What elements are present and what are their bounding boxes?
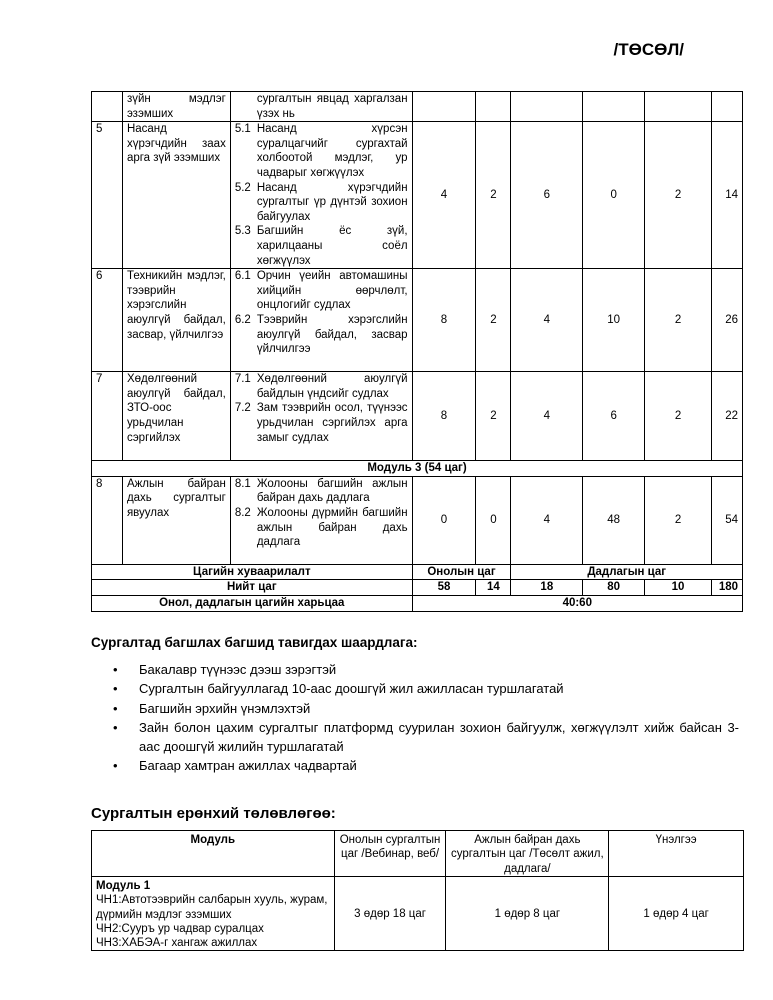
table-row [92, 122, 743, 269]
module-1-title: Модуль 1 [96, 880, 151, 892]
table-row [92, 269, 743, 372]
ratio-row [92, 595, 743, 611]
list-item: • Сургалтын байгууллагад 10-аас доошгүй жил ажилласан туршлагатай [139, 679, 739, 698]
value-cell: 10 [583, 269, 645, 372]
requirements-list [91, 660, 739, 776]
value-cell: 2 [645, 122, 712, 269]
curriculum-table [91, 91, 743, 612]
plan-header-work: Ажлын байран дахь сургалтын цаг /Төсөлт ажил, дадлага/ [446, 831, 609, 877]
value-cell: 4 [511, 269, 583, 372]
content-cell: сургалтын явцад харгалзан үзэх нь [230, 92, 412, 122]
plan-header-row [92, 831, 744, 877]
value-cell: 0 [412, 476, 476, 564]
value-cell: 2 [476, 269, 511, 372]
plan-header-eval: Үнэлгээ [609, 831, 744, 877]
content-cell: 7.1 Хөдөлгөөний аюулгүй байдлын үндсийг судлах 7.2 Зам тээврийн осол, түүнээс урьдчилан сэргийлэх арга замыг судлах [230, 372, 412, 461]
value-cell: 54 [711, 476, 742, 564]
time-allocation-row [92, 564, 743, 580]
module-1-line: ЧН2:Сууръ ур чадвар суралцах [96, 922, 264, 935]
time-allocation-label: Цагийн хуваарилалт [92, 564, 413, 580]
value-cell: 6 [583, 372, 645, 461]
practice-time-label: Дадлагын цаг [511, 564, 743, 580]
list-item: • Багшийн эрхийн үнэмлэхтэй [139, 699, 739, 718]
row-number: 5 [92, 122, 123, 269]
plan-heading: Сургалтын ерөнхий төлөвлөгөө: [91, 805, 336, 822]
value-cell: 48 [583, 476, 645, 564]
module-1-cell [92, 877, 335, 951]
value-cell: 2 [645, 269, 712, 372]
total-value: 180 [711, 580, 742, 596]
topic-cell: Насанд хүрэгчдийн заах арга зүй эзэмших [122, 122, 230, 269]
row-number: 6 [92, 269, 123, 372]
value-cell: 4 [511, 476, 583, 564]
total-value: 80 [583, 580, 645, 596]
row-number: 7 [92, 372, 123, 461]
table-row [92, 92, 743, 122]
topic-cell: Техникийн мэдлэг, тээврийн хэрэгслийн аюулгүй байдал, засвар, үйлчилгээ [122, 269, 230, 372]
plan-header-theory: Онолын сургалтын цаг /Вебинар, веб/ [334, 831, 446, 877]
total-label: Нийт цаг [92, 580, 413, 596]
value-cell: 2 [645, 476, 712, 564]
table-row [92, 372, 743, 461]
list-item: • Багаар хамтран ажиллах чадвартай [139, 756, 739, 775]
list-item: • Зайн болон цахим сургалтыг платформд суурилан зохион байгуулж, хөгжүүлэлт хийж байсан 3-аас доошгүй жилийн туршлагатай [139, 718, 739, 757]
topic-cell: Хөдөлгөөний аюулгүй байдал, ЗТО-оос урьдчилан сэргийлэх [122, 372, 230, 461]
value-cell: 26 [711, 269, 742, 372]
value-cell: 0 [583, 122, 645, 269]
content-cell: 5.1 Насанд хүрсэн суралцагчийг сургахтай холбоотой мэдлэг, ур чадварыг хөгжүүлэх 5.2 Насанд хүрэгчдийн сургалтыг үр дүнтэй зохион байгуулах 5.3 Багшийн ёс зүй, харилцааны соёл хөгжүүлэх [230, 122, 412, 269]
module-3-header-row [92, 461, 743, 477]
module-1-line: ЧН3:ХАБЭА-г хангаж ажиллах [96, 937, 258, 950]
module-1-line: ЧН1:Автотээврийн салбарын хууль, журам, дүрмийн мэдлэг эзэмших [96, 894, 328, 921]
draft-mark: /ТӨСӨЛ/ [613, 40, 684, 59]
ratio-label: Онол, дадлагын цагийн харьцаа [92, 595, 413, 611]
total-value: 58 [412, 580, 476, 596]
topic-cell: Ажлын байран дахь сургалтыг явуулах [122, 476, 230, 564]
module-1-eval: 1 өдөр 4 цаг [609, 877, 744, 951]
value-cell: 8 [412, 269, 476, 372]
value-cell: 22 [711, 372, 742, 461]
value-cell: 4 [412, 122, 476, 269]
total-row [92, 580, 743, 596]
topic-cell: зүйн мэдлэг эзэмших [122, 92, 230, 122]
content-cell: 8.1 Жолооны багшийн ажлын байран дахь дадлага 8.2 Жолооны дүрмийн багшийн ажлын байран дахь дадлага [230, 476, 412, 564]
value-cell: 2 [476, 122, 511, 269]
table-row [92, 476, 743, 564]
list-item: • Бакалавр түүнээс дээш зэрэгтэй [139, 660, 739, 679]
plan-header-module: Модуль [92, 831, 335, 877]
module-3-label: Модуль 3 (54 цаг) [92, 461, 743, 477]
value-cell: 2 [645, 372, 712, 461]
value-cell: 14 [711, 122, 742, 269]
table-row [92, 877, 744, 951]
total-value: 10 [645, 580, 712, 596]
row-number: 8 [92, 476, 123, 564]
module-1-work: 1 өдөр 8 цаг [446, 877, 609, 951]
requirements-heading: Сургалтад багшлах багшид тавигдах шаардлага: [91, 635, 418, 650]
plan-table [91, 830, 744, 951]
total-value: 18 [511, 580, 583, 596]
value-cell: 4 [511, 372, 583, 461]
value-cell: 2 [476, 372, 511, 461]
module-1-theory: 3 өдөр 18 цаг [334, 877, 446, 951]
value-cell: 8 [412, 372, 476, 461]
value-cell: 6 [511, 122, 583, 269]
total-value: 14 [476, 580, 511, 596]
value-cell: 0 [476, 476, 511, 564]
ratio-value: 40:60 [412, 595, 742, 611]
content-cell: 6.1 Орчин үеийн автомашины хийцийн өөрчлөлт, онцлогийг судлах 6.2 Тээврийн хэрэгслийн аюулгүй байдал, засвар үйлчилгээ [230, 269, 412, 372]
theory-time-label: Онолын цаг [412, 564, 511, 580]
